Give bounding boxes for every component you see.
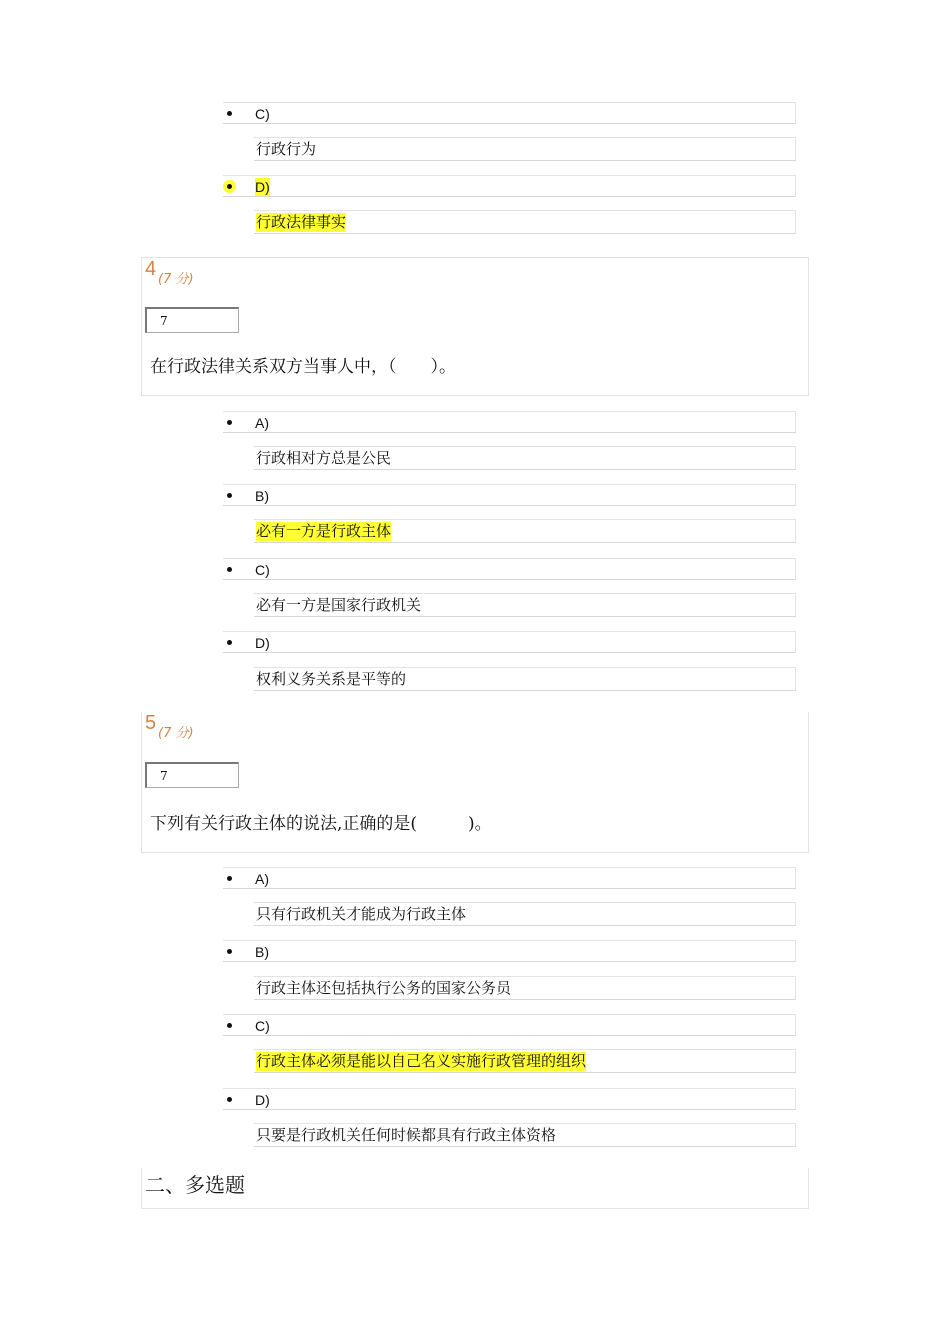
- option-text: 必有一方是国家行政机关: [256, 596, 422, 614]
- q5-option-d-text-row: [254, 1123, 796, 1147]
- q5-option-b-text-row: [254, 976, 796, 1000]
- section-header: [141, 1168, 809, 1209]
- bullet-icon: [227, 493, 232, 498]
- q4-option-a-text-row: [254, 446, 796, 470]
- score-input[interactable]: [145, 762, 239, 788]
- q4-option-c-row[interactable]: [223, 558, 796, 580]
- bullet-icon: [227, 184, 232, 189]
- option-text: 行政相对方总是公民: [256, 449, 392, 467]
- question-4-box: [141, 257, 809, 396]
- bullet-icon: [227, 420, 232, 425]
- bullet-icon: [227, 640, 232, 645]
- option-text: 行政行为: [256, 140, 317, 158]
- q5-option-a-text-row: [254, 902, 796, 926]
- option-label: B): [255, 944, 269, 960]
- q4-option-b-text-row: [254, 519, 796, 543]
- q5-option-d-row[interactable]: [223, 1088, 796, 1110]
- q3-option-d-row[interactable]: [223, 175, 796, 197]
- question-points: (7 分): [158, 726, 194, 741]
- option-text: 只要是行政机关任何时候都具有行政主体资格: [256, 1126, 557, 1144]
- option-text: 必有一方是行政主体: [256, 522, 392, 540]
- option-label: C): [255, 562, 270, 578]
- bullet-icon: [227, 1097, 232, 1102]
- q5-option-b-row[interactable]: [223, 940, 796, 962]
- question-number: 4: [145, 258, 157, 280]
- q3-option-d-text-row: [254, 210, 796, 234]
- option-text: 行政主体必须是能以自己名义实施行政管理的组织: [256, 1052, 587, 1070]
- section-title: 二、多选题: [145, 1173, 245, 1197]
- q5-option-a-row[interactable]: [223, 867, 796, 889]
- question-points: (7 分): [158, 272, 194, 287]
- score-value: 7: [160, 769, 168, 783]
- option-label: D): [255, 179, 270, 195]
- q4-option-c-text-row: [254, 593, 796, 617]
- option-label: C): [255, 1018, 270, 1034]
- question-text: 下列有关行政主体的说法,正确的是( )。: [150, 814, 492, 834]
- q3-option-c-text-row: [254, 137, 796, 161]
- bullet-icon: [227, 876, 232, 881]
- option-text: 只有行政机关才能成为行政主体: [256, 905, 467, 923]
- q4-option-b-row[interactable]: [223, 484, 796, 506]
- question-number: 5: [145, 712, 157, 734]
- q5-option-c-row[interactable]: [223, 1014, 796, 1036]
- option-label: B): [255, 488, 269, 504]
- question-5-box: [141, 712, 809, 853]
- option-text: 行政主体还包括执行公务的国家公务员: [256, 979, 512, 997]
- q4-option-d-row[interactable]: [223, 631, 796, 653]
- option-label: A): [255, 415, 269, 431]
- option-label: D): [255, 635, 270, 651]
- bullet-icon: [227, 1023, 232, 1028]
- q4-option-d-text-row: [254, 667, 796, 691]
- q4-option-a-row[interactable]: [223, 411, 796, 433]
- q3-option-c-row[interactable]: [223, 102, 796, 124]
- option-text: 行政法律事实: [256, 213, 347, 231]
- option-label: A): [255, 871, 269, 887]
- bullet-icon: [227, 949, 232, 954]
- bullet-icon: [227, 567, 232, 572]
- option-label: C): [255, 106, 270, 122]
- score-value: 7: [160, 314, 168, 328]
- question-text: 在行政法律关系双方当事人中，（ ）。: [150, 357, 456, 377]
- option-label: D): [255, 1092, 270, 1108]
- score-input[interactable]: [145, 307, 239, 333]
- bullet-icon: [227, 111, 232, 116]
- option-text: 权利义务关系是平等的: [256, 670, 407, 688]
- q5-option-c-text-row: [254, 1049, 796, 1073]
